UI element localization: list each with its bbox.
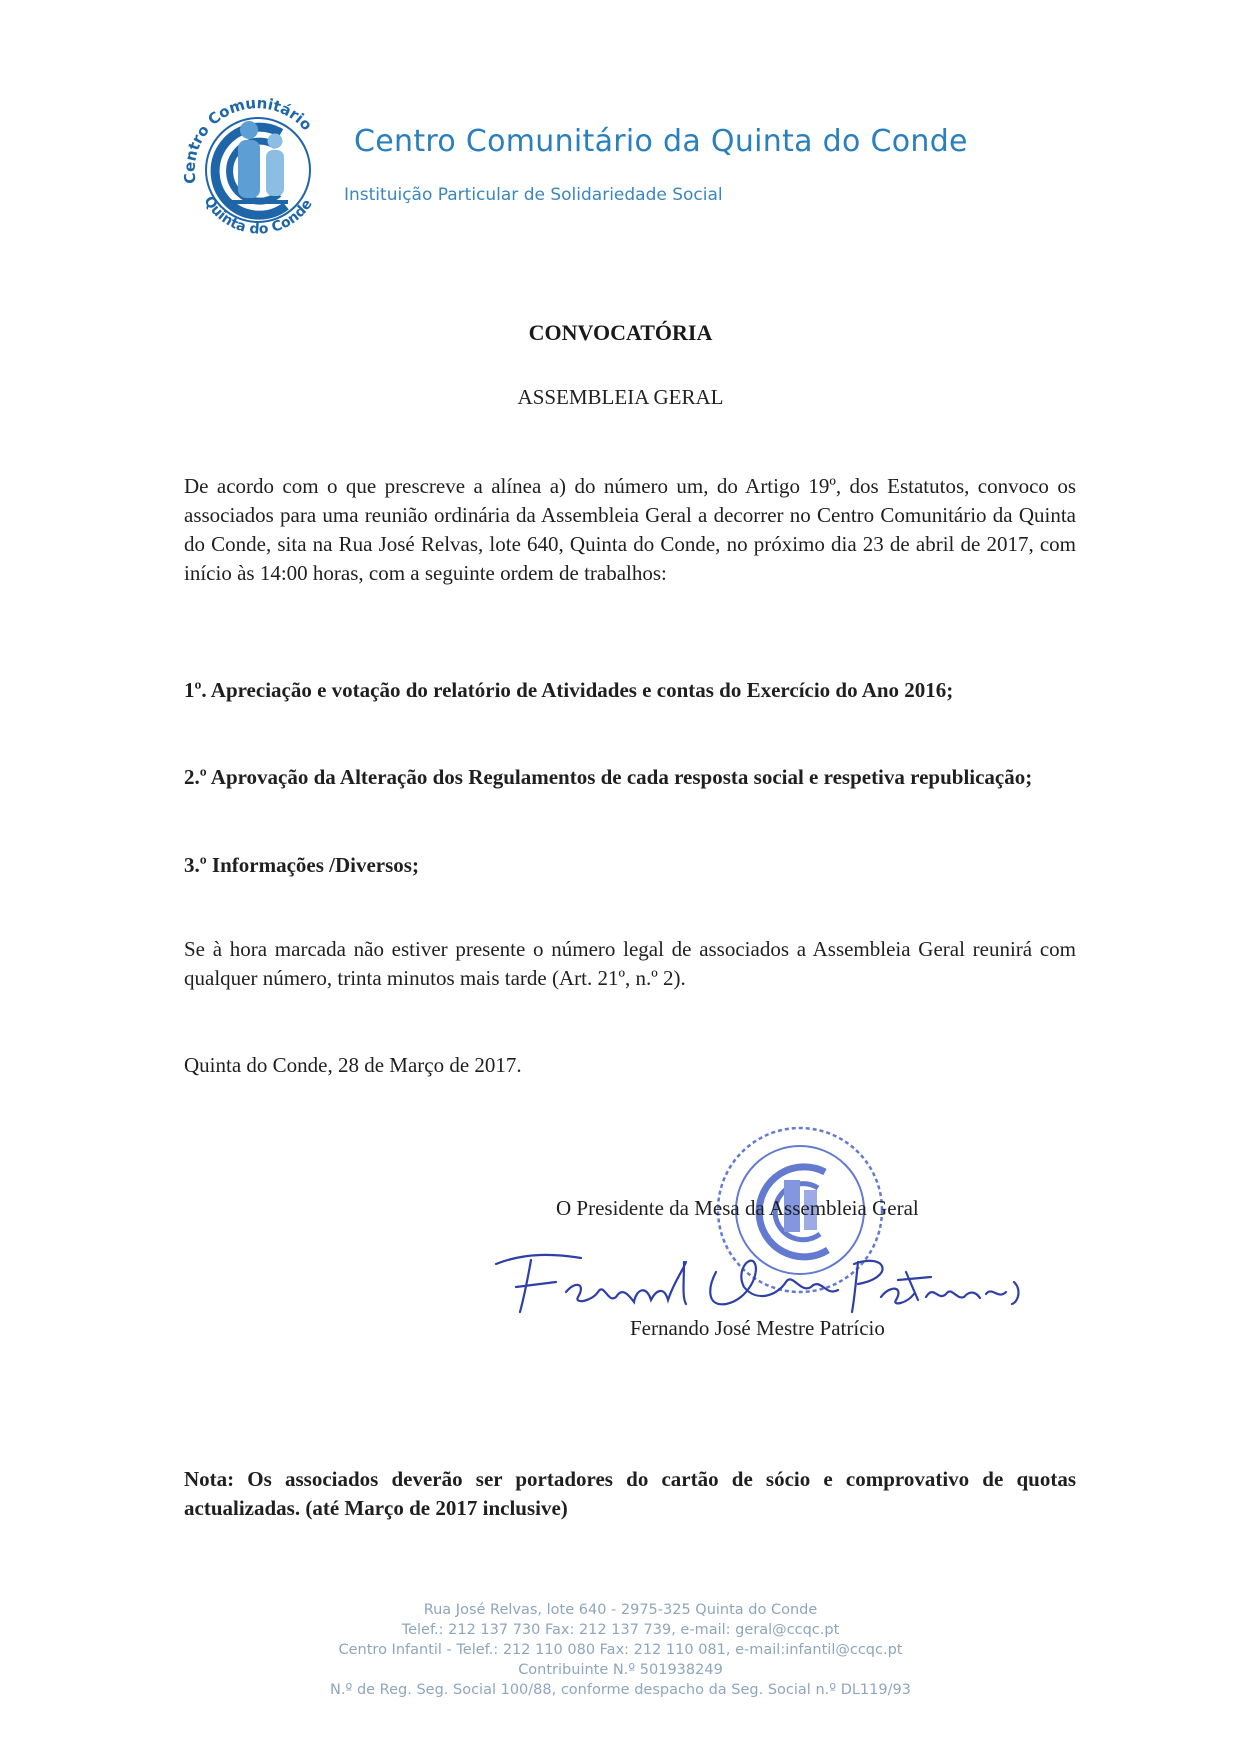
intro-paragraph: De acordo com o que prescreve a alínea a) do número um, do Artigo 19º, dos Estatutos, convoco os associados para uma reunião ordinária da Assembleia Geral a decorrer no Centro Comunitário da Quinta do Conde, sita na Rua José Relvas, lote 640, Quinta do Conde, no próximo dia 23 de abril de 2017, com início às 14:00 horas, com a seguinte ordem de trabalhos:: [184, 474, 1076, 585]
footer-phone-email: Telef.: 212 137 730 Fax: 212 137 739, e-mail: geral@ccqc.pt: [401, 1622, 840, 1638]
signatory-role: O Presidente da Mesa da Assembleia Geral: [556, 1196, 919, 1220]
agenda-item: [184, 851, 1076, 880]
date-line-block: [184, 1051, 1076, 1080]
footer-tax-id: Contribuinte N.º 501938249: [518, 1662, 723, 1678]
closing-paragraph-block: [184, 935, 1076, 993]
organization-subtitle: Instituição Particular de Solidariedade Social: [344, 185, 723, 205]
intro-paragraph-block: [184, 472, 1076, 588]
organization-logo: [176, 88, 338, 250]
svg-text:Centro Comunitário: Centro Comunitário: [180, 94, 316, 185]
date-line: Quinta do Conde, 28 de Março de 2017.: [184, 1053, 522, 1077]
agenda-item: [184, 676, 1076, 705]
document-title: CONVOCATÓRIA: [528, 320, 713, 345]
agenda-item-3: 3.º Informações /Diversos;: [184, 853, 419, 877]
footer-contact-info: [0, 1600, 1241, 1700]
signatory-name: Fernando José Mestre Patrício: [630, 1316, 885, 1340]
signature-block: [450, 1175, 1090, 1345]
svg-text:Quinta do Conde: Quinta do Conde: [200, 193, 316, 238]
agenda-item-1: 1º. Apreciação e votação do relatório de Atividades e contas do Exercício do Ano 2016;: [184, 678, 954, 702]
footer-registration: N.º de Reg. Seg. Social 100/88, conforme despacho da Seg. Social n.º DL119/93: [330, 1682, 911, 1698]
footer-infant-center: Centro Infantil - Telef.: 212 110 080 Fax: 212 110 081, e-mail:infantil@ccqc.pt: [338, 1642, 903, 1658]
agenda-item: [184, 763, 1076, 792]
note-paragraph: Nota: Os associados deverão ser portadores do cartão de sócio e comprovativo de quotas actualizadas. (até Março de 2017 inclusive): [184, 1467, 1076, 1520]
handwritten-signature: [486, 1242, 1046, 1322]
footer-address: Rua José Relvas, lote 640 - 2975-325 Quinta do Conde: [423, 1602, 818, 1618]
agenda-item-2: 2.º Aprovação da Alteração dos Regulamentos de cada resposta social e respetiva republicação;: [184, 765, 1033, 789]
closing-paragraph: Se à hora marcada não estiver presente o número legal de associados a Assembleia Geral reunirá com qualquer número, trinta minutos mais tarde (Art. 21º, n.º 2).: [184, 937, 1076, 990]
document-subtitle: ASSEMBLEIA GERAL: [517, 385, 724, 409]
note-block: [184, 1465, 1076, 1523]
organization-name: Centro Comunitário da Quinta do Conde: [354, 124, 968, 159]
